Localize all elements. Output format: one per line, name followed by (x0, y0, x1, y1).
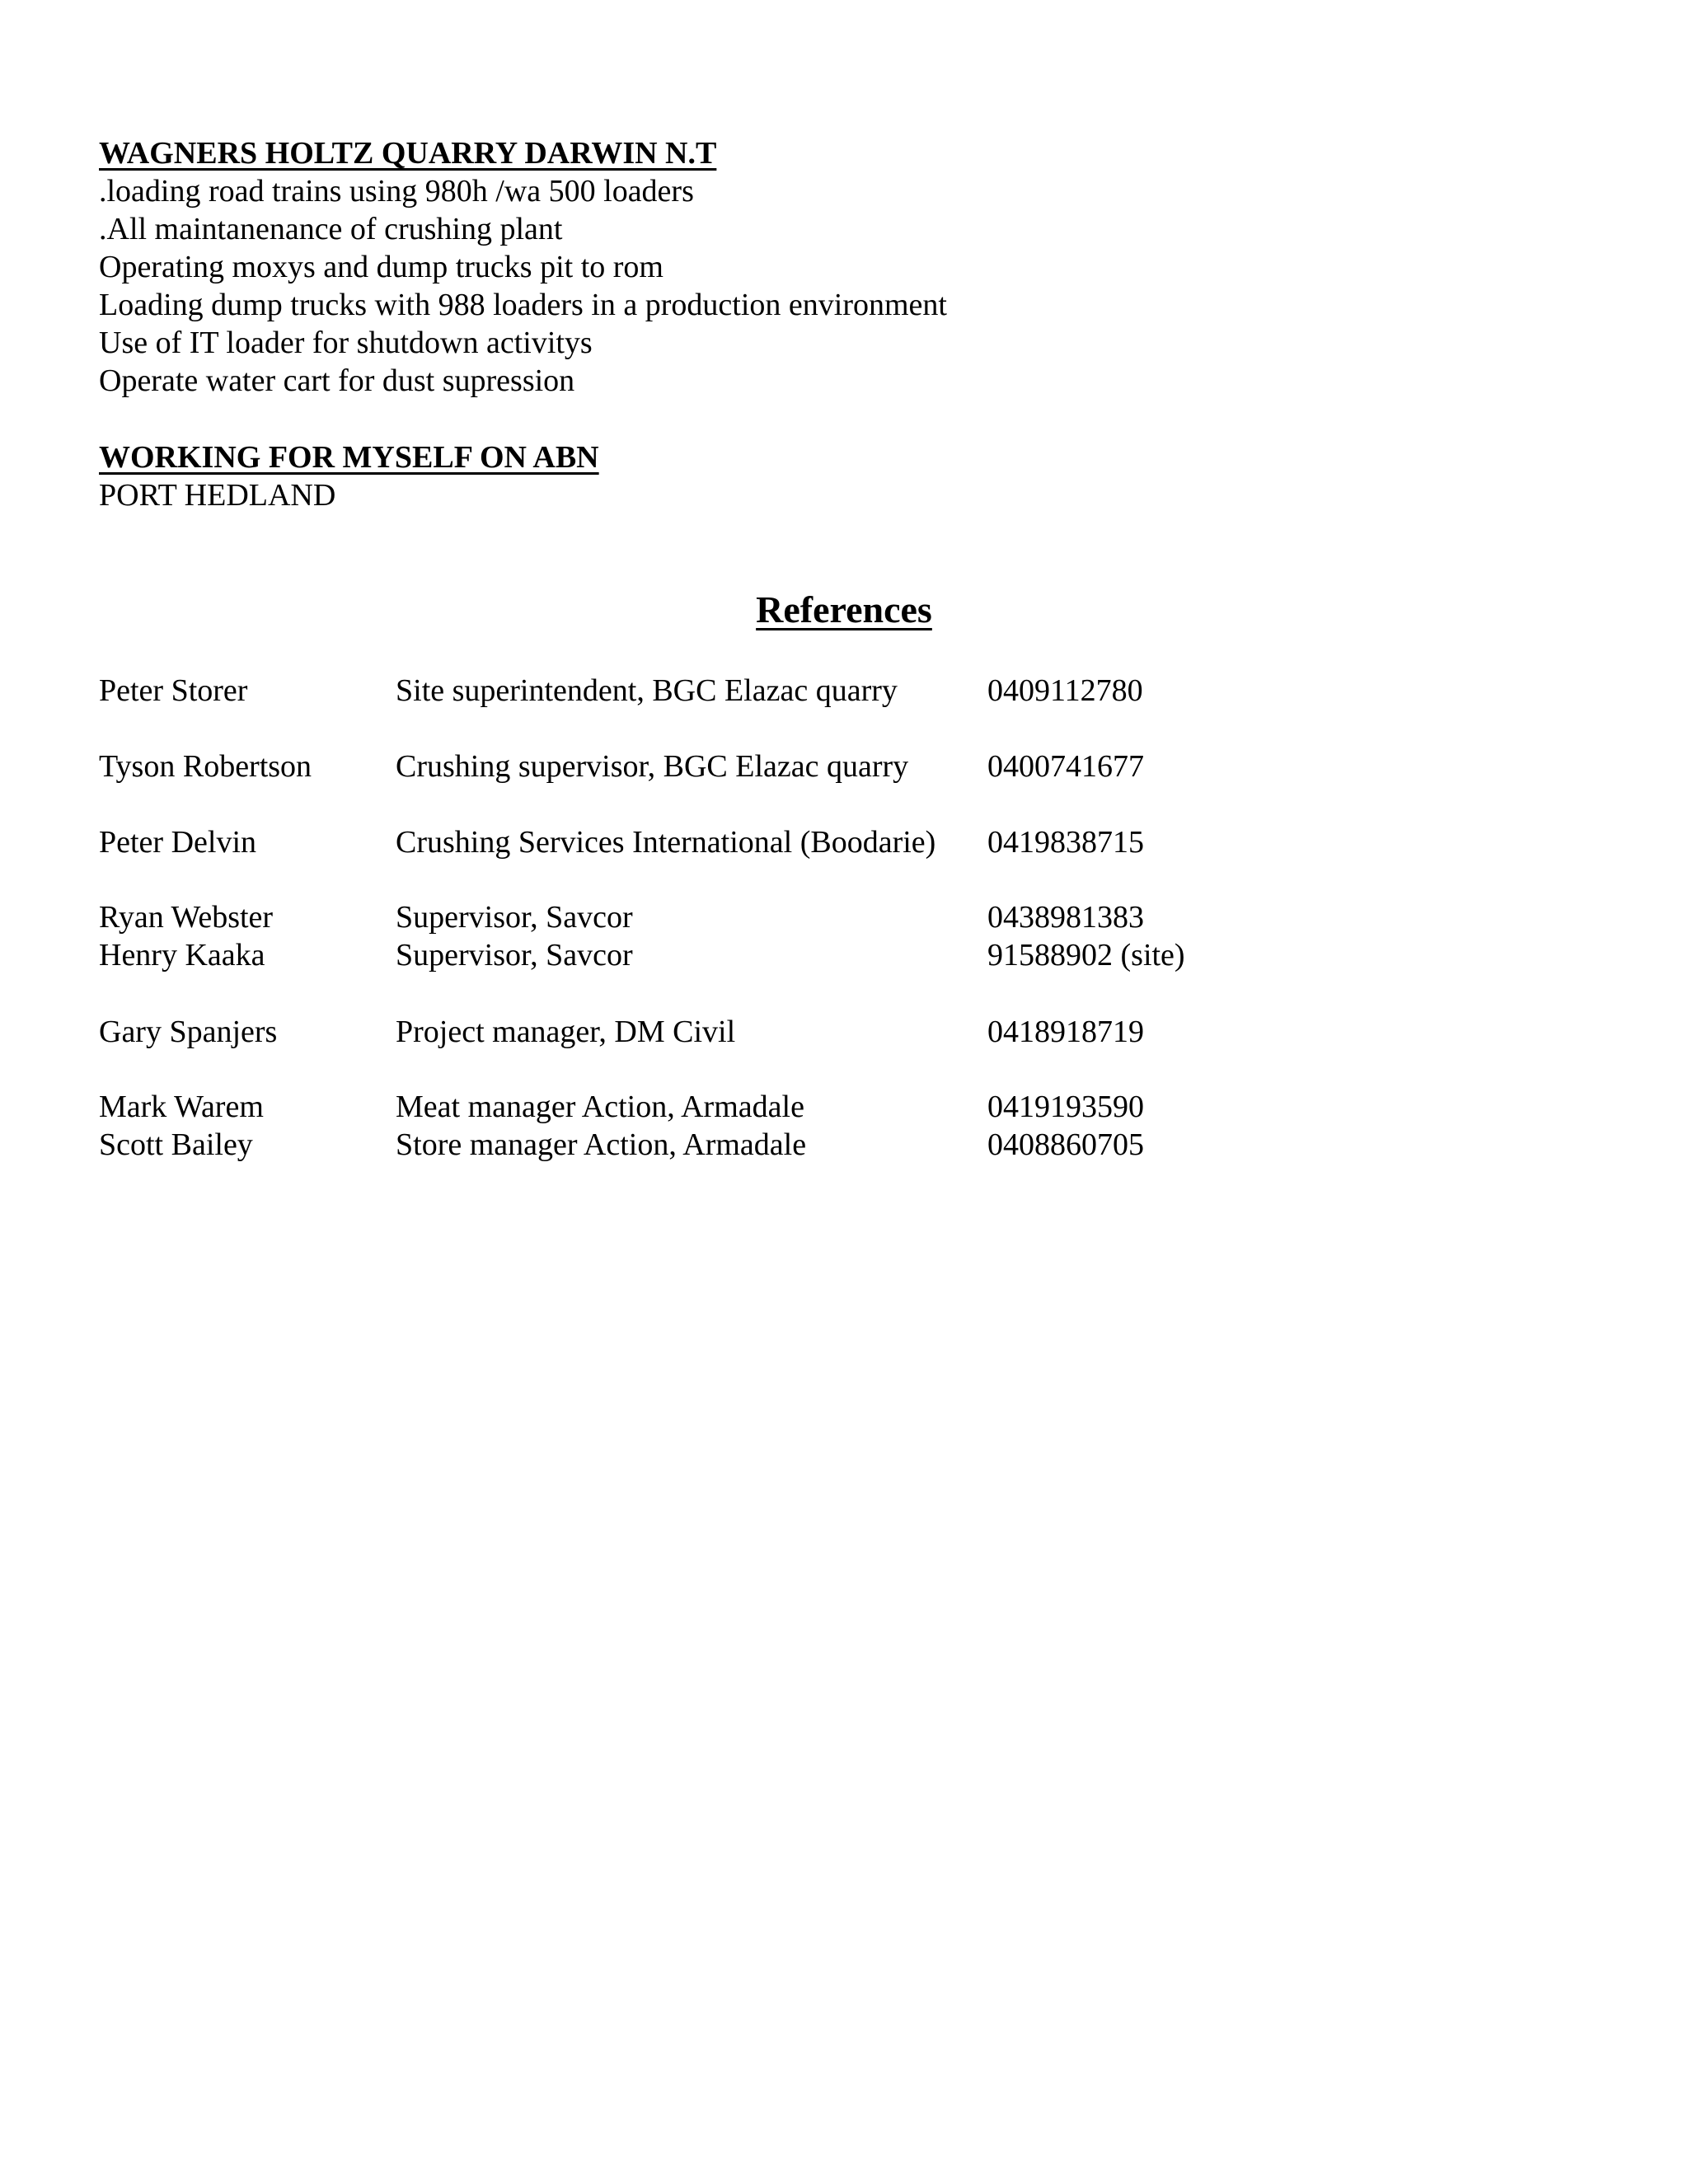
reference-row (0, 823, 1688, 861)
wagners-duty-line: Operate water cart for dust supression (99, 363, 575, 398)
reference-row (0, 936, 1688, 974)
reference-phone: 91588902 (site) (987, 938, 1185, 972)
abn-location: PORT HEDLAND (99, 478, 336, 513)
wagners-duty-line: .All maintanenance of crushing plant (99, 212, 563, 246)
reference-name: Mark Warem (99, 1090, 264, 1124)
reference-name: Ryan Webster (99, 900, 274, 935)
wagners-duty-line: Loading dump trucks with 988 loaders in a production environment (99, 288, 947, 322)
wagners-duty-line: Operating moxys and dump trucks pit to rom (99, 250, 663, 284)
reference-row (0, 748, 1688, 785)
reference-row (0, 898, 1688, 936)
reference-role: Crushing Services International (Boodarie) (396, 825, 936, 860)
reference-name: Henry Kaaka (99, 938, 265, 972)
references-title: References (756, 588, 932, 630)
reference-name: Peter Storer (99, 673, 248, 708)
reference-phone: 0409112780 (987, 673, 1143, 708)
reference-phone: 0408860705 (987, 1127, 1144, 1162)
reference-phone: 0438981383 (987, 900, 1144, 935)
reference-name: Tyson Robertson (99, 749, 312, 784)
reference-role: Supervisor, Savcor (396, 938, 633, 972)
reference-row (0, 1013, 1688, 1051)
reference-name: Scott Bailey (99, 1127, 253, 1162)
reference-phone: 0418918719 (987, 1015, 1144, 1049)
reference-row (0, 1126, 1688, 1164)
reference-role: Project manager, DM Civil (396, 1015, 736, 1049)
abn-heading: WORKING FOR MYSELF ON ABN (99, 440, 599, 475)
reference-row (0, 672, 1688, 710)
reference-name: Peter Delvin (99, 825, 257, 860)
reference-phone: 0400741677 (987, 749, 1144, 784)
reference-role: Store manager Action, Armadale (396, 1127, 807, 1162)
reference-phone: 0419838715 (987, 825, 1144, 860)
wagners-heading: WAGNERS HOLTZ QUARRY DARWIN N.T (99, 136, 717, 171)
reference-role: Site superintendent, BGC Elazac quarry (396, 673, 898, 708)
wagners-duty-line: Use of IT loader for shutdown activitys (99, 326, 593, 360)
wagners-duty-line: .loading road trains using 980h /wa 500 loaders (99, 174, 694, 209)
reference-role: Crushing supervisor, BGC Elazac quarry (396, 749, 909, 784)
reference-role: Supervisor, Savcor (396, 900, 633, 935)
reference-phone: 0419193590 (987, 1090, 1144, 1124)
reference-name: Gary Spanjers (99, 1015, 278, 1049)
reference-row (0, 1088, 1688, 1126)
reference-role: Meat manager Action, Armadale (396, 1090, 804, 1124)
